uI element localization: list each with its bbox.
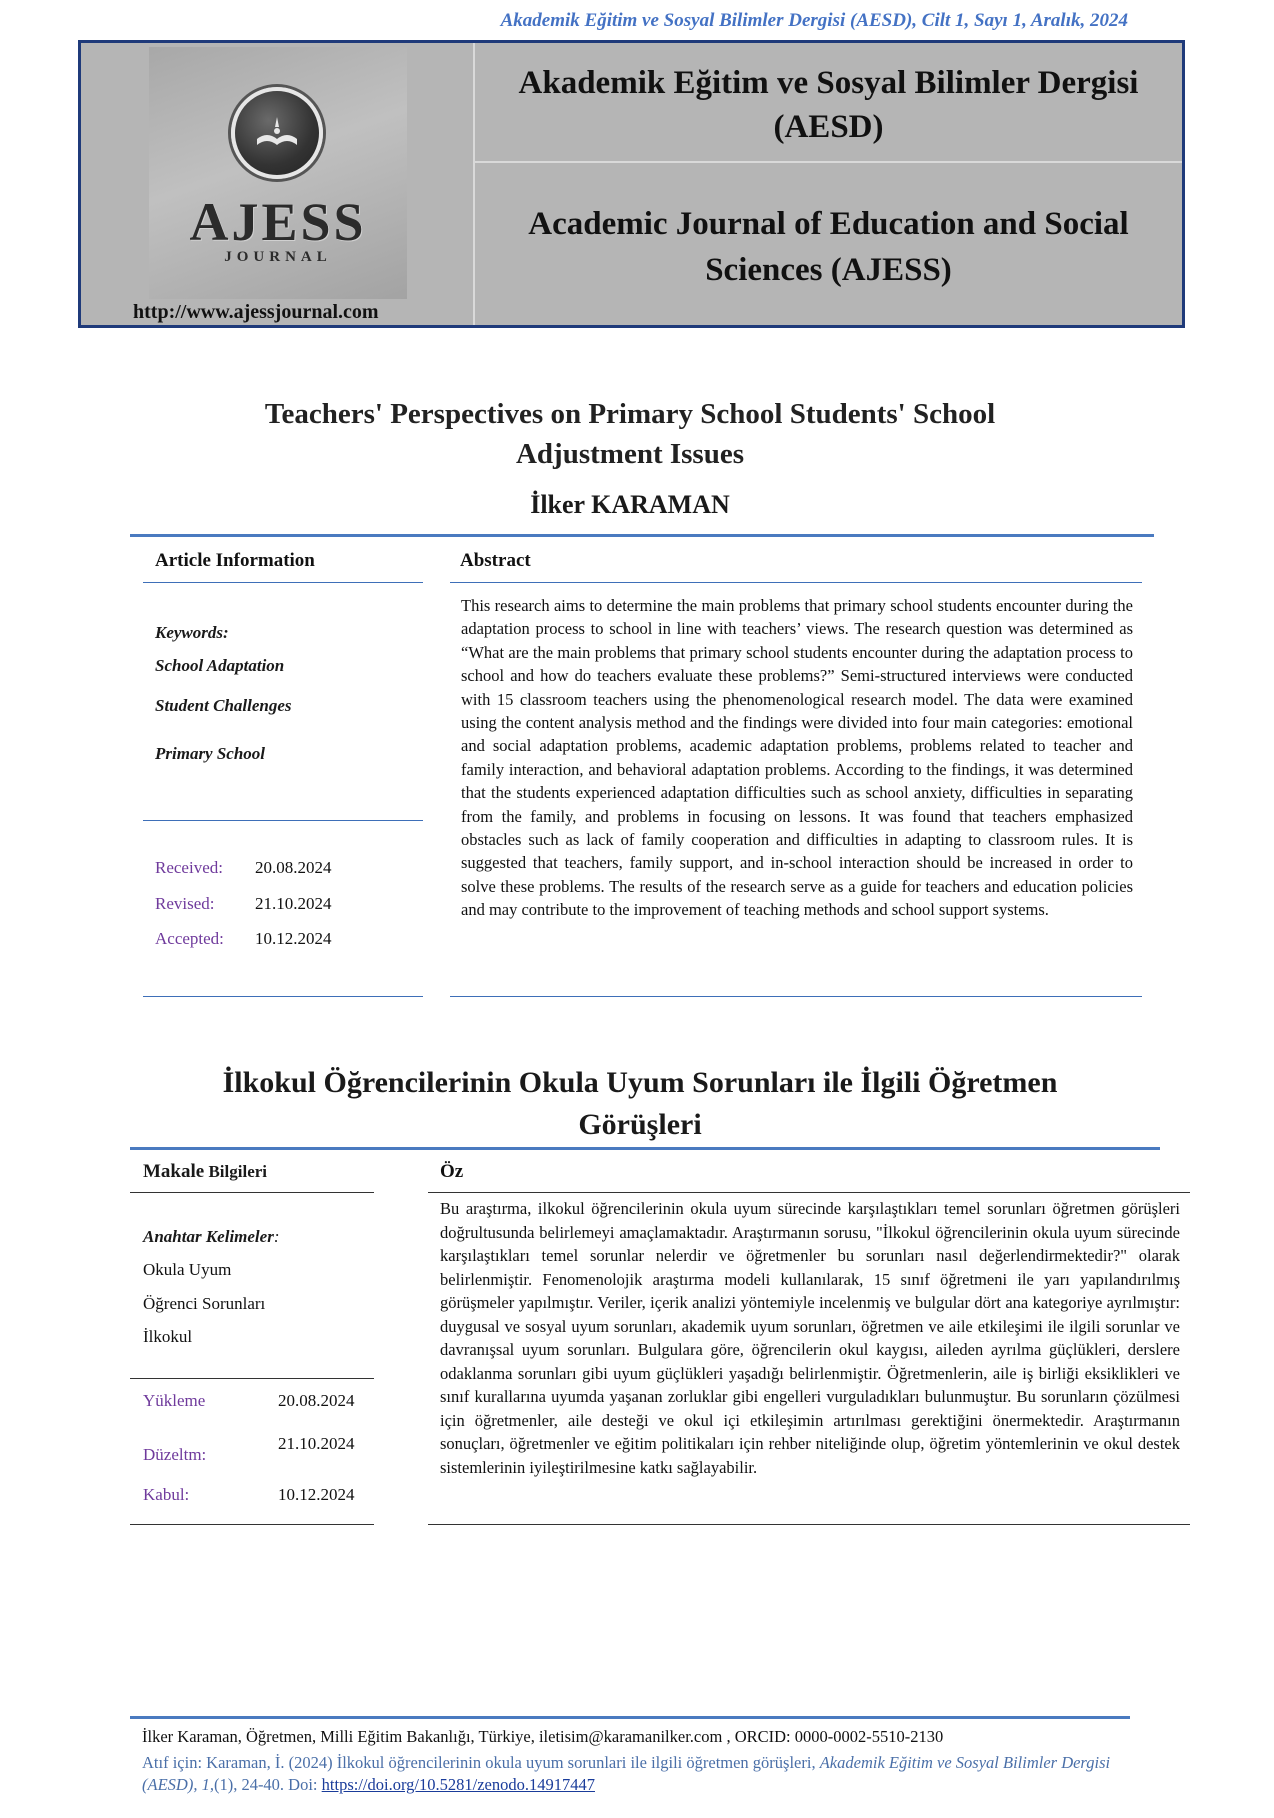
article-title-line: Adjustment Issues (515, 438, 744, 470)
journal-title-turkish-line: (AESD) (773, 109, 884, 145)
section-rule (143, 996, 423, 997)
kabul-date: 10.12.2024 (278, 1485, 355, 1504)
section-rule (130, 1147, 1160, 1150)
journal-masthead (78, 40, 1185, 328)
journal-title-turkish-line: Akademik Eğitim ve Sosyal Bilimler Dergisi (518, 65, 1139, 101)
journal-url[interactable]: http://www.ajessjournal.com (133, 301, 379, 323)
keyword: Primary School (155, 744, 266, 763)
book-emblem-icon (231, 87, 323, 179)
keywords-label: Keywords: (155, 623, 229, 642)
yukleme-date: 20.08.2024 (278, 1391, 355, 1410)
citation-prefix: Atıf için: Karaman, İ. (2024) İlkokul öğrencilerinin okula uyum sorunlari ile ilgili öğretmen görüşleri, (142, 1753, 820, 1772)
keywords-label-colon: : (273, 1227, 280, 1246)
yukleme-label: Yükleme (143, 1391, 206, 1410)
keywords-label-text: Anahtar Kelimeler (143, 1227, 274, 1246)
article-information-heading: Article Information (155, 550, 315, 571)
heading-part: Bilgileri (204, 1162, 268, 1181)
citation-journal: Akademik Eğitim ve Sosyal Bilimler Dergisi (AESD), 1, (142, 1753, 1111, 1794)
abstract-heading: Abstract (460, 550, 531, 571)
kabul-label: Kabul: (143, 1485, 190, 1504)
oz-body: Bu araştırma, ilkokul öğrencilerinin okula uyum sürecinde karşılaştıkları temel sorunları öğretmen görüşleri doğrultusunda belirlemeyi amaçlamaktadır. Araştırmanın sorusu, "İlkokul öğrencilerinin okula uyum sürecinde karşılaştıkları temel sorunlar nelerdir ve öğretmenler bu sorunları nasıl değerlendirmektedir?" olarak belirlenmiştir. Fenomenolojik araştırma modeli kullanılarak, 15 sınıf öğretmeni ile yarı yapılandırılmış görüşmeler yapılmıştır. Veriler, içerik analizi yöntemiyle incelenmiş ve bulgular dört ana kategoriye ayrılmıştır: duygusal ve sosyal uyum sorunları, akademik uyum sorunları, öğretmen ve aile etkileşimi ile ilgili sorunlar ve davranışsal uyum sorunları. Bulgulara göre, öğrencilerin okul kaygısı, aileden ayrılma güçlükleri, derslere odaklanma sorunları gibi uyum güçlükleri yaşadığı belirlenmiştir. Öğretmenlerin, aile iş birliği eksiklikleri ve sınıf kurallarına uyumda yaşanan zorluklar gibi engelleri vurguladıkları bulunmuştur. Bu sorunların çözülmesi için öğretmenler, aile desteği ve okul içi etkileşimin artırılması gerektiğini önermektedir. Araştırmanın sonuçları, öğretmenler ve eğitim politikaları için rehber niteliğinde olup, öğretim yöntemlerinin ve okul destek sistemlerinin iyileştirilmesine katkı sağlayabilir. (440, 1199, 1180, 1477)
footer-rule (130, 1716, 1130, 1719)
section-rule (428, 1524, 1190, 1525)
masthead-divider (475, 161, 1182, 163)
keyword: School Adaptation (155, 656, 285, 675)
section-rule (130, 534, 1154, 537)
journal-logo (149, 47, 407, 299)
heading-part: Makale (143, 1161, 205, 1182)
section-rule (130, 1192, 374, 1193)
anahtar-kelimeler-label (143, 1227, 280, 1247)
section-rule (428, 1192, 1190, 1193)
received-date: 20.08.2024 (255, 858, 332, 877)
duzeltme-date: 21.10.2024 (278, 1434, 355, 1453)
journal-title-turkish (475, 61, 1182, 149)
journal-title-english-line: Academic Journal of Education and Social (528, 206, 1129, 242)
makale-bilgileri-heading (143, 1161, 267, 1183)
section-rule (450, 582, 1142, 583)
keyword: Öğrenci Sorunları (143, 1294, 266, 1313)
section-rule (130, 1378, 374, 1379)
abstract-body: This research aims to determine the main problems that primary school students encounter during the adaptation process to school in line with teachers’ views. The research question was determined as “What are the main problems that primary school students encounter during the adaptation process to school and how do teachers evaluate these problems?” Semi-structured interviews were conducted with 15 classroom teachers using the phenomenological research model. The data were examined using the content analysis method and the findings were divided into four main categories: emotional and social adaptation problems, academic adaptation problems, problems related to teacher and family interaction, and behavioral adaptation problems. According to the findings, it was determined that the students experienced adaptation difficulties such as school anxiety, difficulties in separating from the family, and problems in focusing on lessons. It was found that teachers emphasized obstacles such as lack of family cooperation and difficulties in adapting to classroom rules. It is suggested that teachers, family support, and in-school interaction should be increased in order to solve these problems. The results of the research serve as a guide for teachers and education policies and may contribute to the improvement of teaching methods and school support systems. (461, 596, 1133, 920)
revised-label: Revised: (155, 894, 215, 913)
keyword: Student Challenges (155, 696, 292, 715)
accepted-label: Accepted: (155, 929, 224, 948)
keyword: Okula Uyum (143, 1260, 232, 1279)
section-rule (450, 996, 1142, 997)
article-title-line: İlkokul Öğrencilerinin Okula Uyum Sorunları ile İlgili Öğretmen (222, 1066, 1058, 1099)
section-rule (130, 1524, 374, 1525)
doi-link[interactable]: https://doi.org/10.5281/zenodo.14917447 (321, 1775, 595, 1794)
author-name: İlker KARAMAN (530, 490, 730, 519)
section-rule (143, 582, 423, 583)
journal-title-english (475, 201, 1182, 293)
citation-suffix: (1), 24-40. Doi: (213, 1775, 322, 1794)
logo-subtitle: JOURNAL (224, 249, 332, 265)
keyword: İlkokul (143, 1327, 193, 1346)
running-header: Akademik Eğitim ve Sosyal Bilimler Dergisi (AESD), Cilt 1, Sayı 1, Aralık, 2024 (500, 10, 1128, 31)
oz-heading: Öz (440, 1161, 464, 1182)
section-rule (143, 820, 423, 821)
article-title-line: Görüşleri (578, 1108, 702, 1141)
article-title-english (130, 394, 1130, 474)
duzeltme-label: Düzeltm: (143, 1445, 207, 1464)
article-title-turkish (110, 1062, 1170, 1146)
author-affiliation: İlker Karaman, Öğretmen, Milli Eğitim Bakanlığı, Türkiye, iletisim@karamanilker.com , ORCID: 0000-0002-5510-2130 (142, 1727, 944, 1746)
article-title-line: Teachers' Perspectives on Primary School Students' School (264, 398, 996, 430)
citation (142, 1752, 1132, 1796)
journal-title-english-line: Sciences (AJESS) (705, 252, 952, 288)
received-label: Received: (155, 858, 223, 877)
accepted-date: 10.12.2024 (255, 929, 332, 948)
revised-date: 21.10.2024 (255, 894, 332, 913)
logo-wordmark: AJESS (189, 192, 367, 252)
